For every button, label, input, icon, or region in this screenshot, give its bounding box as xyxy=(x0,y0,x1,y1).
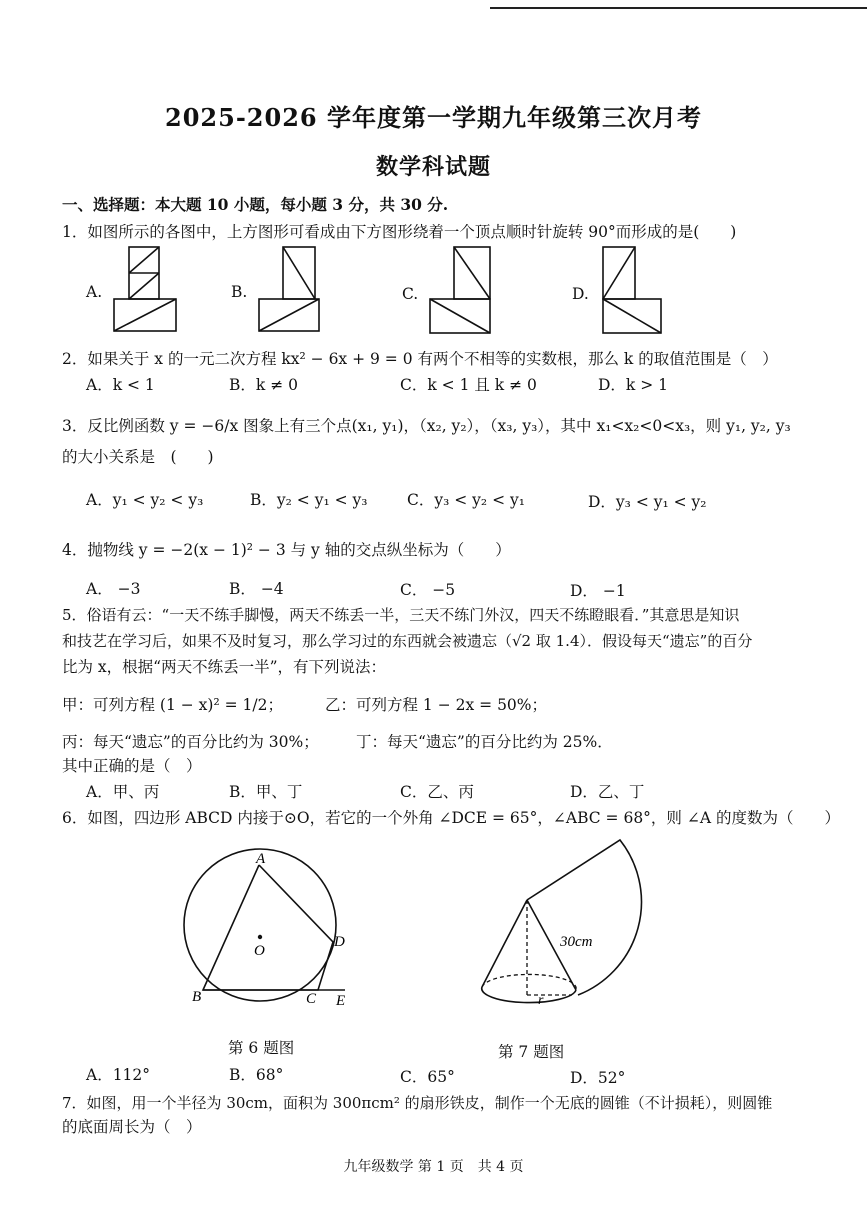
q5-line3: 比为 x，根据“两天不练丢一半”，有下列说法： xyxy=(62,658,387,676)
point-e-label: E xyxy=(336,993,346,1009)
page-footer: 九年级数学 第 1 页 共 4 页 xyxy=(343,1159,524,1175)
q5-statement-bing: 丙：每天“遗忘”的百分比约为 30%； xyxy=(62,733,319,751)
q7-line1: 7．如图，用一个半径为 30cm，面积为 300πcm² 的扇形铁皮，制作一个无底的圆锥（不计损耗），则圆锥 xyxy=(62,1094,773,1112)
q2-text: 2．如果关于 x 的一元二次方程 kx² − 6x + 9 = 0 有两个不相等的实数根，那么 k 的取值范围是（ ） xyxy=(62,350,778,368)
center-o-label: O xyxy=(254,943,265,959)
q3-option-a: A．y₁ < y₂ < y₃ xyxy=(86,491,204,509)
q5-statement-yi: 乙：可列方程 1 − 2x = 50%； xyxy=(325,696,548,714)
vertex-c-label: C xyxy=(306,991,317,1007)
q5-which: 其中正确的是（ ） xyxy=(62,757,202,775)
q7-line2: 的底面周长为（ ） xyxy=(62,1118,202,1136)
q1-figure-c xyxy=(428,245,494,339)
q3-option-d: D．y₃ < y₁ < y₂ xyxy=(588,493,707,511)
q1-text: 1．如图所示的各图中，上方图形可看成由下方图形绕着一个顶点顺时针旋转 90°而形成的是( ) xyxy=(62,223,737,241)
q5-option-d: D．乙、丁 xyxy=(570,783,645,801)
q4-option-d: D． −1 xyxy=(570,582,626,600)
vertex-b-label: B xyxy=(192,989,202,1005)
exam-title: 2025-2026 学年度第一学期九年级第三次月考 xyxy=(165,103,702,132)
q5-statement-jia: 甲：可列方程 (1 − x)² = 1/2； xyxy=(62,696,283,714)
q1-figure-a xyxy=(112,245,182,337)
q6-text: 6．如图，四边形 ABCD 内接于⊙O，若它的一个外角 ∠DCE = 65°，∠ABC = 68°，则 ∠A 的度数为（ ） xyxy=(62,809,840,827)
q3-option-b: B．y₂ < y₁ < y₃ xyxy=(250,491,368,509)
q2-option-b: B．k ≠ 0 xyxy=(229,376,298,394)
exam-subtitle: 数学科试题 xyxy=(375,154,491,180)
q1-label-d: D. xyxy=(572,285,589,303)
figure-7-cone-sector xyxy=(470,835,670,1025)
q1-figure-d xyxy=(601,245,667,339)
q4-option-a: A． −3 xyxy=(86,580,141,598)
section-heading: 一、选择题：本大题 10 小题，每小题 3 分，共 30 分. xyxy=(62,195,449,214)
q1-label-b: B. xyxy=(231,283,248,301)
slant-length-label: 30cm xyxy=(560,934,593,950)
q5-option-c: C．乙、丙 xyxy=(400,783,474,801)
q4-option-b: B． −4 xyxy=(229,580,284,598)
figure-6-caption: 第 6 题图 xyxy=(228,1039,295,1057)
q6-option-a: A．112° xyxy=(86,1066,151,1084)
q6-option-b: B．68° xyxy=(229,1066,284,1084)
top-rule xyxy=(490,7,867,9)
vertex-a-label: A xyxy=(256,851,266,867)
q3-option-c: C．y₃ < y₂ < y₁ xyxy=(407,491,525,509)
q2-option-a: A．k < 1 xyxy=(86,376,155,394)
figure-7-caption: 第 7 题图 xyxy=(498,1043,565,1061)
radius-label: r xyxy=(538,993,544,1008)
figure-6-circle xyxy=(170,845,370,1015)
q2-option-c: C．k < 1 且 k ≠ 0 xyxy=(400,376,537,394)
q3-text-line1: 3．反比例函数 y = −6/x 图象上有三个点(x₁, y₁)，（x₂, y₂），（x₃, y₃），其中 x₁<x₂<0<x₃，则 y₁, y₂, y₃ xyxy=(62,417,791,435)
q1-label-c: C. xyxy=(402,285,419,303)
q4-option-c: C． −5 xyxy=(400,581,456,599)
q5-statement-ding: 丁：每天“遗忘”的百分比约为 25%． xyxy=(356,733,613,751)
q4-text: 4．抛物线 y = −2(x − 1)² − 3 与 y 轴的交点纵坐标为（ ） xyxy=(62,541,511,559)
q1-figure-b xyxy=(257,245,323,337)
q3-text-line2: 的大小关系是 ( ) xyxy=(62,448,214,466)
q6-option-d: D．52° xyxy=(570,1069,626,1087)
vertex-d-label: D xyxy=(334,934,345,950)
q1-label-a: A. xyxy=(86,283,103,301)
q6-option-c: C．65° xyxy=(400,1068,455,1086)
q5-line2: 和技艺在学习后，如果不及时复习，那么学习过的东西就会被遗忘（√2 取 1.4）．假设每天“遗忘”的百分 xyxy=(62,632,753,650)
q5-option-a: A．甲、丙 xyxy=(86,783,160,801)
q5-line1: 5．俗语有云：“一天不练手脚慢，两天不练丢一半，三天不练门外汉，四天不练瞪眼看．”其意思是知识 xyxy=(62,606,740,624)
q5-option-b: B．甲、丁 xyxy=(229,783,303,801)
q2-option-d: D．k > 1 xyxy=(598,376,669,394)
